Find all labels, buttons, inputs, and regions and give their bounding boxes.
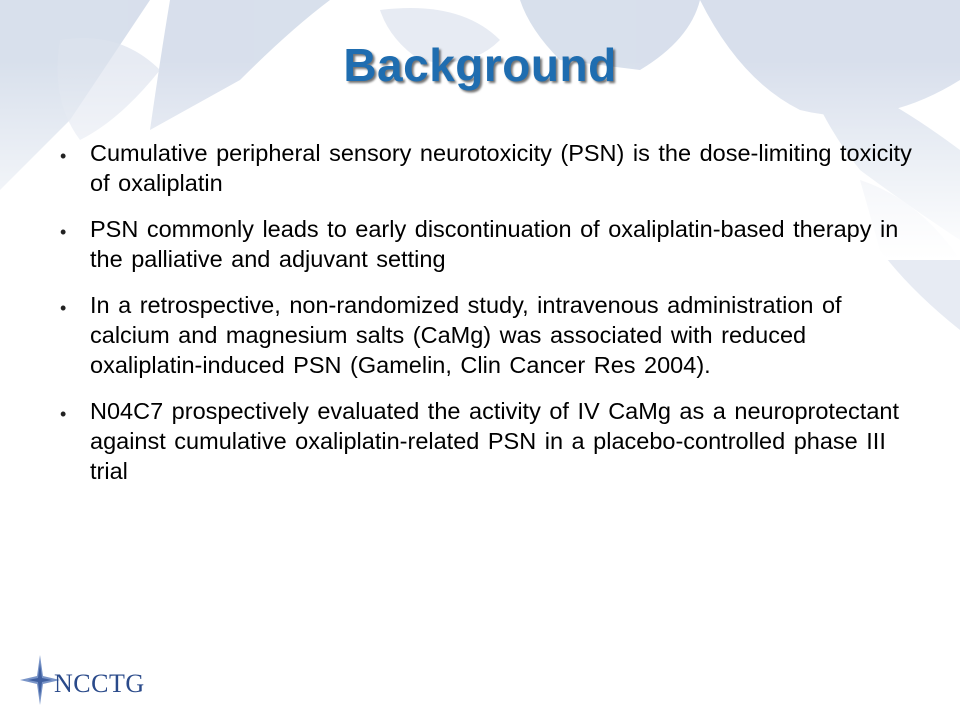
bullet-dot-icon: •: [60, 298, 67, 318]
bullet-text: N04C7 prospectively evaluated the activity of IV CaMg as a neuroprotectant against cumulative oxaliplatin-related PSN in a placebo-controlled phase III trial: [90, 398, 899, 484]
bullet-item: [60, 214, 920, 274]
bullet-text: Cumulative peripheral sensory neurotoxicity (PSN) is the dose-limiting toxicity of oxaliplatin: [90, 140, 912, 196]
bullet-dot-icon: •: [60, 222, 67, 242]
bullet-item: [60, 290, 920, 380]
bullet-text: PSN commonly leads to early discontinuation of oxaliplatin-based therapy in the palliative and adjuvant setting: [90, 216, 899, 272]
slide-title: Background: [343, 39, 617, 91]
bullet-list: [60, 138, 920, 502]
nccTG-logo: [20, 655, 190, 705]
bullet-item: [60, 138, 920, 198]
bullet-item: [60, 396, 920, 486]
logo-text: NCCTG: [54, 669, 145, 698]
bullet-dot-icon: •: [60, 146, 67, 166]
bullet-dot-icon: •: [60, 404, 67, 424]
bullet-text: In a retrospective, non-randomized study, intravenous administration of calcium and magnesium salts (CaMg) was associated with reduced oxaliplatin-induced PSN (Gamelin, Clin Cancer Res 2004).: [90, 292, 842, 378]
